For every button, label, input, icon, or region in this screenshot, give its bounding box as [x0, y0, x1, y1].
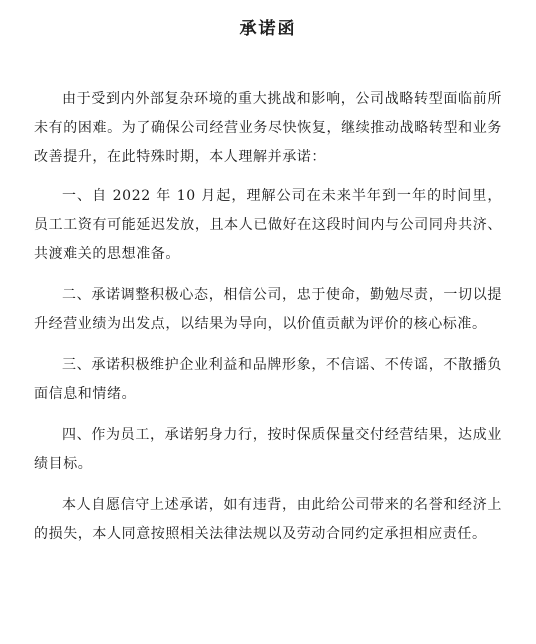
intro-paragraph: 由于受到内外部复杂环境的重大挑战和影响，公司战略转型面临前所未有的困难。为了确保公司经营业务尽快恢复，继续推动战略转型和业务改善提升，在此特殊时期，本人理解并承诺：	[34, 91, 502, 165]
closing-paragraph: 本人自愿信守上述承诺，如有违背，由此给公司带来的名誉和经济上的损失，本人同意按照相关法律法规以及劳动合同约定承担相应责任。	[34, 497, 502, 542]
commitment-item-1: 一、自 2022 年 10 月起，理解公司在未来半年到一年的时间里，员工工资有可能延迟发放，且本人已做好在这段时间内与公司同舟共济、共渡难关的思想准备。	[34, 188, 502, 262]
commitment-item-4: 四、作为员工，承诺躬身力行，按时保质保量交付经营结果，达成业绩目标。	[34, 427, 502, 472]
commitment-item-2: 二、承诺调整积极心态，相信公司，忠于使命，勤勉尽责，一切以提升经营业绩为出发点，以结果为导向，以价值贡献为评价的核心标准。	[34, 287, 502, 332]
document-title: 承诺函	[239, 19, 297, 39]
commitment-item-3: 三、承诺积极维护企业利益和品牌形象，不信谣、不传谣，不散播负面信息和情绪。	[34, 357, 502, 402]
